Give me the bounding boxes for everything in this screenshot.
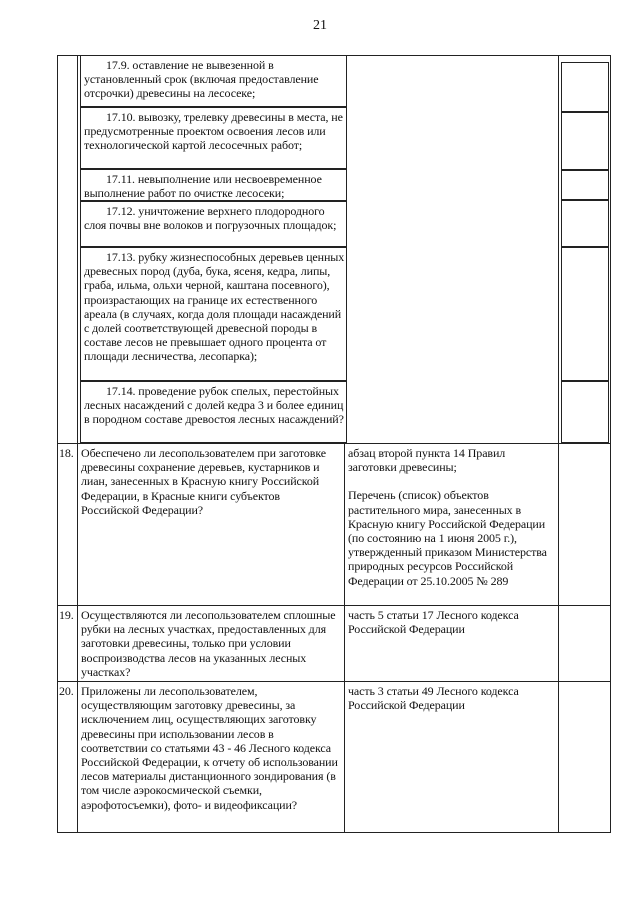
table-bottom-border <box>57 832 611 833</box>
row-number: 19. <box>59 608 74 622</box>
reference-text: Перечень (список) объектов растительного мира, занесенных в Красную книгу Российской Федерации (по состоянию на 1 июня 2005 г.), утвержденный приказом Министерства природных ресурсов Российской Федерации от 25.10.2005 № 289 <box>348 488 547 588</box>
row-number: 20. <box>59 684 74 698</box>
answer-box <box>561 247 609 381</box>
question-column-divider <box>344 443 345 833</box>
subitem-17-11: 17.11. невыполнение или несвоевременное выполнение работ по очистке лесосеки; <box>84 172 322 201</box>
subitem-17-14: 17.14. проведение рубок спелых, перестойных лесных насаждений с долей кедра 3 и более единиц в породном составе древостоя лесных насаждений? <box>84 384 344 427</box>
answer-box <box>561 62 609 112</box>
row-number: 18. <box>59 446 74 460</box>
row-question: Осуществляются ли лесопользователем сплошные рубки на лесных участках, предоставленных для заготовки древесины, только при условии воспроизводства лесов на указанных лесных участках? <box>81 608 336 679</box>
row-question: Приложены ли лесопользователем, осуществляющим заготовку древесины, за исключением лиц, осуществляющих заготовку древесины при использовании лесов в соответствии со статьями 43 - 46 Лесного кодекса Российской Федерации, к отчету об использовании лесов материалы дистанционного зондирования (в том числе аэрокосмической съемки, аэрофотосъемки), фото- и видеофиксации? <box>81 684 338 812</box>
row-reference: часть 5 статьи 17 Лесного кодекса Российской Федерации <box>348 608 519 637</box>
row-question: Обеспечено ли лесопользователем при заготовке древесины сохранение деревьев, кустарников и лиан, занесенных в Красную книгу Российской Федерации, в Красные книги субъектов Российской Федерации? <box>81 446 327 517</box>
row-reference: часть 3 статьи 49 Лесного кодекса Российской Федерации <box>348 684 519 713</box>
subitem-17-12: 17.12. уничтожение верхнего плодородного слоя почвы вне волоков и погрузочных площадок; <box>84 204 337 233</box>
num-column-divider <box>77 55 78 833</box>
answer-box <box>561 170 609 200</box>
row-divider-18 <box>57 443 611 444</box>
row-divider-19 <box>57 605 611 606</box>
page-number: 21 <box>313 18 327 33</box>
subitem-17-10: 17.10. вывозку, трелевку древесины в места, не предусмотренные проектом освоения лесов или технологической картой лесосечных работ; <box>84 110 343 153</box>
answer-box <box>561 381 609 443</box>
answer-box <box>561 200 609 247</box>
subitem-17-9: 17.9. оставление не вывезенной в установленный срок (включая предоставление отсрочки) древесины на лесосеке; <box>84 58 319 101</box>
answer-box <box>561 112 609 170</box>
row-divider-20 <box>57 681 611 682</box>
row-reference <box>348 446 556 588</box>
reference-text: абзац второй пункта 14 Правил заготовки древесины; <box>348 446 506 475</box>
answer-column-divider <box>558 55 559 833</box>
subitem-17-13: 17.13. рубку жизнеспособных деревьев ценных древесных пород (дуба, бука, ясеня, кедра, липы, граба, ильма, ольхи черной, каштана посевного), произрастающих на границе их естественного ареала (в случаях, когда доля площади насаждений с долей соответствующей древесной породы в составе лесов не превышает одного процента от площади лесничества, лесопарка); <box>84 250 345 364</box>
